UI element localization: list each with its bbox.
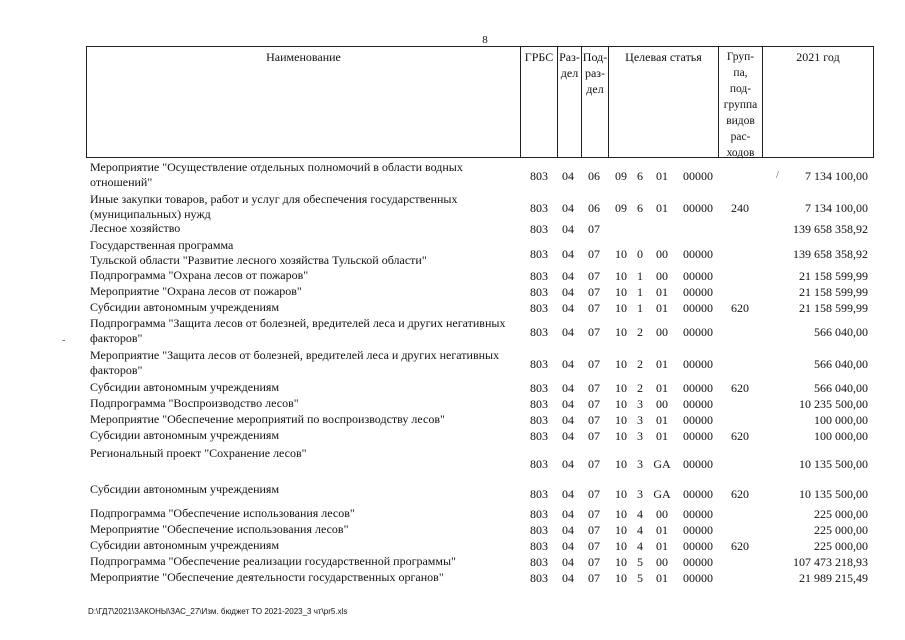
cell-rz: 04	[562, 570, 574, 585]
cell-sum: 10 135 500,00	[799, 456, 868, 471]
header-podrazdel: Под- раз- дел	[581, 47, 608, 157]
cell-sum: 107 473 218,93	[793, 554, 868, 569]
cell-rz: 04	[562, 200, 574, 215]
cell-grbs: 803	[530, 268, 548, 283]
row-name: Субсидии автономным учреждениям	[90, 428, 280, 442]
cell-t4: 00000	[683, 200, 713, 215]
header-name: Наименование	[266, 50, 341, 64]
cell-t3: 01	[656, 284, 668, 299]
cell-rz: 04	[562, 428, 574, 443]
cell-t1: 10	[615, 268, 627, 283]
cell-t4: 00000	[683, 246, 713, 261]
cell-t4: 00000	[683, 300, 713, 315]
stray-mark: /	[776, 170, 779, 181]
row-name: Государственная программа Тульской области "Развитие лесного хозяйства Тульской области"	[90, 238, 427, 267]
row-name: Мероприятие "Осуществление отдельных полномочий в области водных отношений"	[90, 160, 463, 189]
cell-rz: 04	[562, 486, 574, 501]
file-path-footer: D:\ГД7\2021\ЗАКОНЫ\ЗАС_27\Изм. бюджет ТО 2021-2023_3 чт\pr5.xls	[88, 607, 348, 616]
cell-sum: 225 000,00	[814, 538, 868, 553]
header-razdel: Раз- дел	[557, 47, 581, 157]
table-row	[86, 446, 874, 482]
cell-rz: 04	[562, 522, 574, 537]
cell-t1: 10	[615, 428, 627, 443]
cell-t1: 10	[615, 300, 627, 315]
cell-t4: 00000	[683, 486, 713, 501]
page-number: 8	[482, 34, 488, 46]
cell-grbs: 803	[530, 356, 548, 371]
row-name: Мероприятие "Обеспечение использования лесов"	[90, 522, 349, 536]
cell-pr: 07	[588, 412, 600, 427]
cell-t3: 01	[656, 380, 668, 395]
cell-t1: 10	[615, 570, 627, 585]
cell-grbs: 803	[530, 506, 548, 521]
cell-grbs: 803	[530, 284, 548, 299]
row-name: Региональный проект "Сохранение лесов"	[90, 446, 307, 460]
header-group: Груп- па, под- группа видов рас- ходов	[718, 47, 762, 157]
table-row	[86, 396, 874, 412]
cell-t1: 10	[615, 396, 627, 411]
cell-vr: 620	[731, 538, 749, 553]
cell-pr: 07	[588, 300, 600, 315]
cell-rz: 04	[562, 221, 574, 236]
row-name: Субсидии автономным учреждениям	[90, 538, 280, 552]
table-row	[86, 554, 874, 570]
cell-sum: 7 134 100,00	[805, 168, 868, 183]
cell-pr: 07	[588, 284, 600, 299]
cell-t3: 00	[656, 506, 668, 521]
cell-rz: 04	[562, 380, 574, 395]
cell-vr: 240	[731, 200, 749, 215]
cell-t1: 10	[615, 412, 627, 427]
cell-t2: 1	[637, 268, 643, 283]
cell-rz: 04	[562, 538, 574, 553]
cell-rz: 04	[562, 396, 574, 411]
cell-pr: 07	[588, 268, 600, 283]
table-header	[86, 46, 874, 158]
cell-sum: 21 158 599,99	[799, 300, 868, 315]
table-row	[86, 570, 874, 586]
row-name: Мероприятие "Обеспечение деятельности государственных органов"	[90, 570, 444, 584]
cell-pr: 07	[588, 570, 600, 585]
cell-t4: 00000	[683, 456, 713, 471]
cell-t4: 00000	[683, 168, 713, 183]
header-grbs: ГРБС	[520, 47, 557, 157]
cell-t2: 2	[637, 324, 643, 339]
cell-t2: 6	[637, 168, 643, 183]
cell-t1: 10	[615, 506, 627, 521]
cell-t1: 10	[615, 554, 627, 569]
cell-t4: 00000	[683, 380, 713, 395]
header-year: 2021 год	[762, 47, 873, 157]
cell-t3: 00	[656, 268, 668, 283]
table-row	[86, 428, 874, 444]
cell-t3: 01	[656, 300, 668, 315]
table-row	[86, 506, 874, 522]
cell-pr: 07	[588, 456, 600, 471]
row-name: Подпрограмма "Воспроизводство лесов"	[90, 396, 299, 410]
cell-grbs: 803	[530, 168, 548, 183]
cell-t1: 10	[615, 380, 627, 395]
cell-sum: 21 989 215,49	[799, 570, 868, 585]
cell-pr: 07	[588, 246, 600, 261]
cell-rz: 04	[562, 412, 574, 427]
row-name: Субсидии автономным учреждениям	[90, 300, 280, 314]
cell-t2: 6	[637, 200, 643, 215]
row-name: Подпрограмма "Обеспечение использования лесов"	[90, 506, 355, 520]
cell-grbs: 803	[530, 538, 548, 553]
cell-grbs: 803	[530, 570, 548, 585]
cell-t1: 10	[615, 324, 627, 339]
cell-sum: 566 040,00	[814, 380, 868, 395]
table-row	[86, 300, 874, 316]
cell-t3: 01	[656, 200, 668, 215]
cell-pr: 07	[588, 380, 600, 395]
cell-t3: GA	[653, 486, 671, 501]
cell-pr: 06	[588, 168, 600, 183]
cell-t3: 01	[656, 522, 668, 537]
cell-t2: 3	[637, 428, 643, 443]
cell-t3: 00	[656, 554, 668, 569]
table-row	[86, 482, 874, 506]
cell-grbs: 803	[530, 522, 548, 537]
cell-pr: 07	[588, 324, 600, 339]
cell-pr: 07	[588, 538, 600, 553]
table-row	[86, 221, 874, 237]
table-row	[86, 238, 874, 270]
cell-vr: 620	[731, 428, 749, 443]
cell-t2: 1	[637, 284, 643, 299]
cell-t4: 00000	[683, 268, 713, 283]
cell-t2: 4	[637, 506, 643, 521]
cell-sum: 566 040,00	[814, 356, 868, 371]
cell-pr: 07	[588, 356, 600, 371]
cell-sum: 139 658 358,92	[793, 246, 868, 261]
cell-t3: 01	[656, 412, 668, 427]
cell-t1: 10	[615, 522, 627, 537]
cell-t2: 0	[637, 246, 643, 261]
row-name: Подпрограмма "Обеспечение реализации государственной программы"	[90, 554, 456, 568]
cell-pr: 07	[588, 396, 600, 411]
cell-t1: 10	[615, 486, 627, 501]
cell-t3: 01	[656, 570, 668, 585]
stray-mark: -	[62, 335, 66, 346]
cell-rz: 04	[562, 168, 574, 183]
cell-t2: 3	[637, 412, 643, 427]
table-row	[86, 192, 874, 224]
cell-rz: 04	[562, 506, 574, 521]
cell-t4: 00000	[683, 506, 713, 521]
table-row	[86, 538, 874, 554]
cell-grbs: 803	[530, 221, 548, 236]
cell-sum: 21 158 599,99	[799, 284, 868, 299]
cell-t2: 1	[637, 300, 643, 315]
cell-rz: 04	[562, 554, 574, 569]
row-name: Субсидии автономным учреждениям	[90, 380, 280, 394]
table-row	[86, 160, 874, 192]
cell-sum: 21 158 599,99	[799, 268, 868, 283]
cell-t1: 10	[615, 356, 627, 371]
table-row	[86, 412, 874, 428]
cell-vr: 620	[731, 380, 749, 395]
cell-t3: GA	[653, 456, 671, 471]
cell-t4: 00000	[683, 522, 713, 537]
cell-t3: 00	[656, 324, 668, 339]
cell-t4: 00000	[683, 428, 713, 443]
cell-t4: 00000	[683, 284, 713, 299]
table-row	[86, 348, 874, 380]
row-name: Мероприятие "Обеспечение мероприятий по воспроизводству лесов"	[90, 412, 445, 426]
cell-grbs: 803	[530, 324, 548, 339]
cell-t4: 00000	[683, 356, 713, 371]
cell-rz: 04	[562, 324, 574, 339]
cell-pr: 06	[588, 200, 600, 215]
cell-t1: 09	[615, 200, 627, 215]
cell-pr: 07	[588, 554, 600, 569]
cell-sum: 10 235 500,00	[799, 396, 868, 411]
cell-grbs: 803	[530, 412, 548, 427]
cell-t1: 09	[615, 168, 627, 183]
cell-t2: 3	[637, 396, 643, 411]
row-name: Иные закупки товаров, работ и услуг для обеспечения государственных (муниципальных) нужд	[90, 192, 458, 221]
cell-t1: 10	[615, 284, 627, 299]
cell-sum: 139 658 358,92	[793, 221, 868, 236]
cell-t4: 00000	[683, 324, 713, 339]
cell-rz: 04	[562, 284, 574, 299]
cell-sum: 566 040,00	[814, 324, 868, 339]
cell-t4: 00000	[683, 570, 713, 585]
cell-grbs: 803	[530, 246, 548, 261]
cell-grbs: 803	[530, 380, 548, 395]
cell-t2: 4	[637, 538, 643, 553]
row-name: Мероприятие "Охрана лесов от пожаров"	[90, 284, 302, 298]
cell-t4: 00000	[683, 412, 713, 427]
cell-pr: 07	[588, 486, 600, 501]
cell-grbs: 803	[530, 200, 548, 215]
cell-t3: 00	[656, 396, 668, 411]
cell-t1: 10	[615, 246, 627, 261]
cell-t4: 00000	[683, 538, 713, 553]
table-row	[86, 284, 874, 300]
cell-grbs: 803	[530, 486, 548, 501]
cell-grbs: 803	[530, 554, 548, 569]
cell-sum: 7 134 100,00	[805, 200, 868, 215]
row-name: Лесное хозяйство	[90, 221, 181, 235]
table-row	[86, 522, 874, 538]
cell-rz: 04	[562, 268, 574, 283]
cell-grbs: 803	[530, 456, 548, 471]
cell-pr: 07	[588, 506, 600, 521]
cell-vr: 620	[731, 486, 749, 501]
row-name: Подпрограмма "Охрана лесов от пожаров"	[90, 268, 309, 282]
row-name: Субсидии автономным учреждениям	[90, 482, 280, 496]
cell-t2: 2	[637, 380, 643, 395]
table-row	[86, 380, 874, 396]
cell-rz: 04	[562, 456, 574, 471]
cell-vr: 620	[731, 300, 749, 315]
cell-t3: 01	[656, 428, 668, 443]
cell-t1: 10	[615, 538, 627, 553]
cell-t4: 00000	[683, 396, 713, 411]
cell-t1: 10	[615, 456, 627, 471]
table-row	[86, 268, 874, 284]
row-name: Подпрограмма "Защита лесов от болезней, вредителей леса и других негативных факторов"	[90, 316, 506, 345]
cell-t3: 01	[656, 356, 668, 371]
row-name: Мероприятие "Защита лесов от болезней, вредителей леса и других негативных факторов"	[90, 348, 500, 377]
cell-grbs: 803	[530, 428, 548, 443]
cell-t2: 4	[637, 522, 643, 537]
cell-t4: 00000	[683, 554, 713, 569]
cell-t2: 5	[637, 554, 643, 569]
cell-grbs: 803	[530, 300, 548, 315]
cell-rz: 04	[562, 356, 574, 371]
cell-t3: 01	[656, 538, 668, 553]
cell-t2: 5	[637, 570, 643, 585]
cell-t2: 3	[637, 486, 643, 501]
header-target: Целевая статья	[608, 47, 718, 157]
cell-rz: 04	[562, 246, 574, 261]
cell-sum: 10 135 500,00	[799, 486, 868, 501]
cell-sum: 100 000,00	[814, 428, 868, 443]
cell-sum: 225 000,00	[814, 506, 868, 521]
cell-sum: 100 000,00	[814, 412, 868, 427]
cell-pr: 07	[588, 221, 600, 236]
cell-pr: 07	[588, 428, 600, 443]
table-row	[86, 316, 874, 348]
cell-grbs: 803	[530, 396, 548, 411]
cell-t2: 3	[637, 456, 643, 471]
cell-t3: 01	[656, 168, 668, 183]
cell-t2: 2	[637, 356, 643, 371]
cell-rz: 04	[562, 300, 574, 315]
cell-pr: 07	[588, 522, 600, 537]
cell-sum: 225 000,00	[814, 522, 868, 537]
cell-t3: 00	[656, 246, 668, 261]
